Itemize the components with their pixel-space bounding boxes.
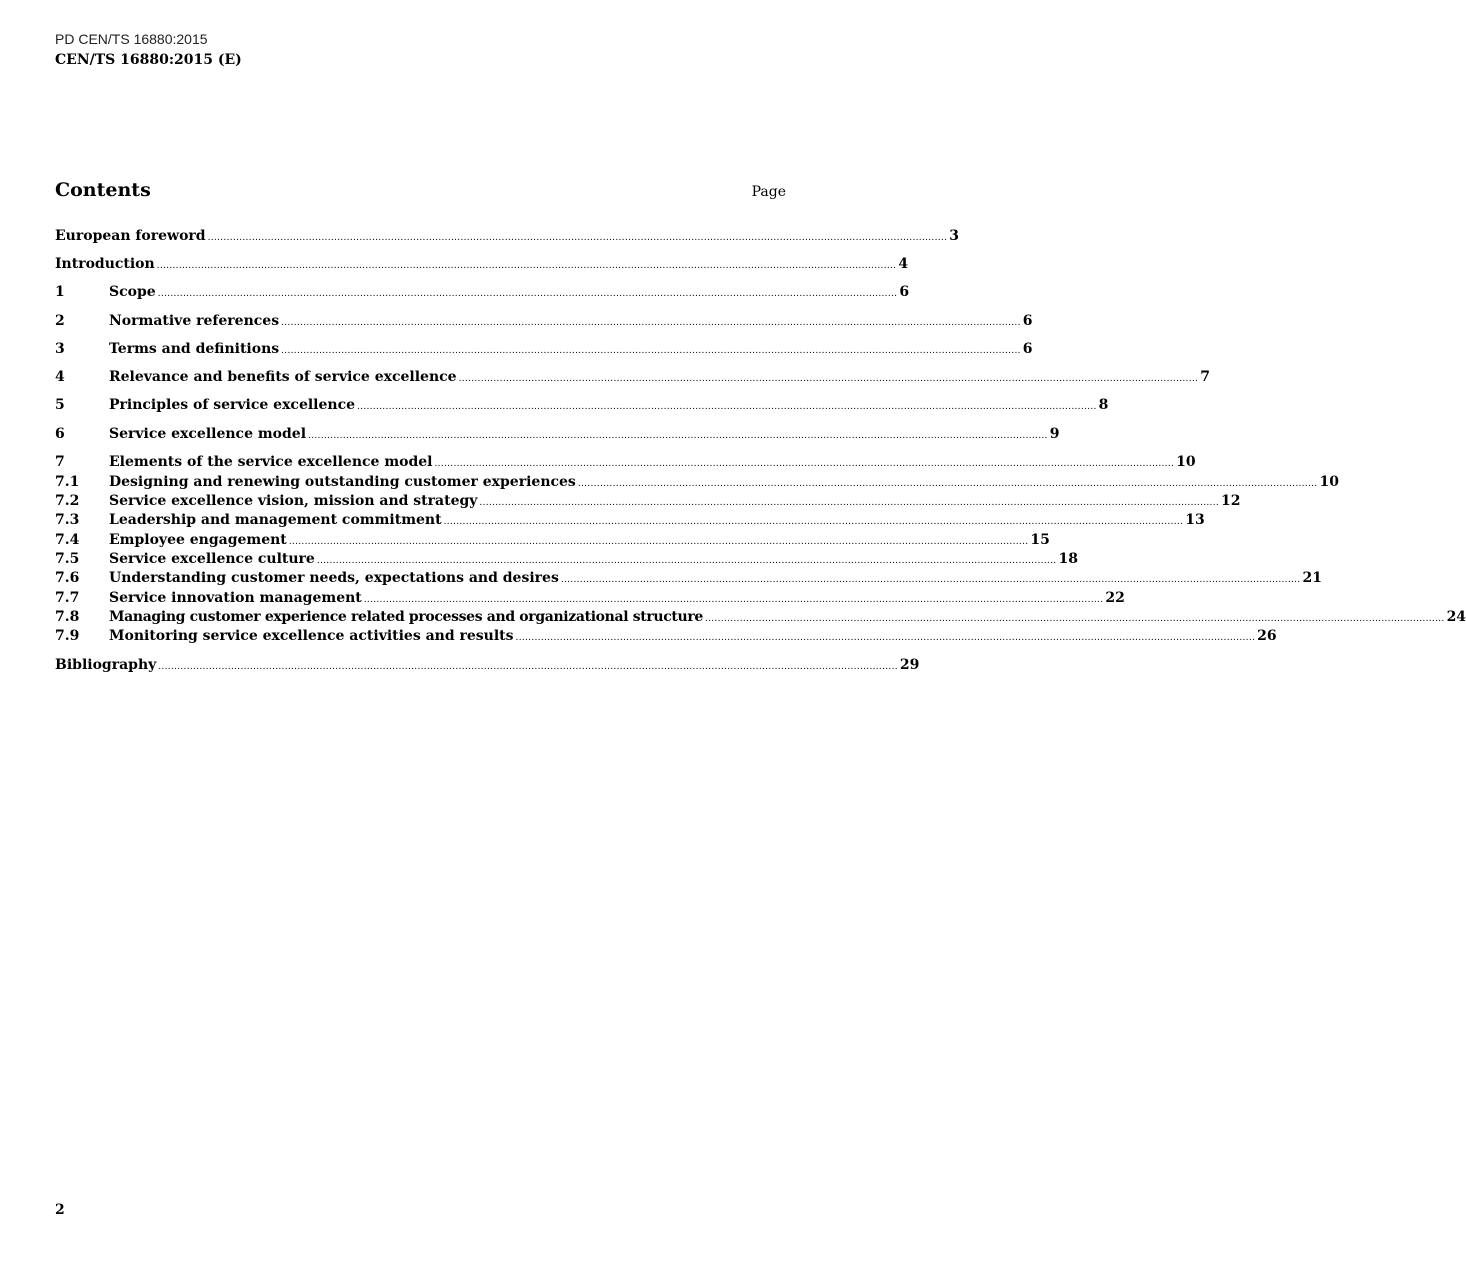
toc-entry-title: Service excellence model bbox=[109, 426, 307, 442]
document-header-standard: CEN/TS 16880:2015 (E) bbox=[55, 52, 242, 68]
toc-entry-number: 7.4 bbox=[55, 532, 80, 548]
toc-entry-number: 7.2 bbox=[55, 493, 80, 509]
toc-entry-number: 7 bbox=[55, 454, 65, 470]
toc-leader-dots: .......................................................................................................................................................................................................................................... bbox=[357, 402, 1097, 412]
toc-entry-7-5[interactable] bbox=[55, 549, 1078, 569]
toc-entry-title: Managing customer experience related processes and organizational structure bbox=[109, 609, 703, 625]
toc-entry-page: 24 bbox=[1446, 609, 1466, 625]
toc-entry-2[interactable] bbox=[55, 311, 1033, 331]
toc-entry-title: Bibliography bbox=[55, 657, 157, 673]
toc-entry-page: 10 bbox=[1176, 454, 1196, 470]
toc-leader-dots: .......................................................................................................................................................................................................................................... bbox=[288, 537, 1029, 547]
toc-leader-dots: .......................................................................................................................................................................................................................................... bbox=[458, 374, 1199, 384]
toc-leader-dots: .......................................................................................................................................................................................................................................... bbox=[157, 289, 898, 299]
toc-entry-page: 3 bbox=[949, 228, 959, 244]
toc-leader-dots: .......................................................................................................................................................................................................................................... bbox=[434, 459, 1175, 469]
toc-leader-dots: .......................................................................................................................................................................................................................................... bbox=[560, 575, 1301, 585]
toc-entry-number: 7.8 bbox=[55, 609, 80, 625]
toc-entry-title: European foreword bbox=[55, 228, 206, 244]
toc-entry-title: Scope bbox=[109, 284, 156, 300]
toc-entry-page: 18 bbox=[1058, 551, 1078, 567]
toc-entry-number: 6 bbox=[55, 426, 65, 442]
toc-entry-number: 7.9 bbox=[55, 628, 80, 644]
toc-entry-number: 1 bbox=[55, 284, 65, 300]
toc-entry-title: Understanding customer needs, expectations and desires bbox=[109, 570, 559, 586]
toc-entry-number: 7.1 bbox=[55, 474, 80, 490]
contents-heading: Contents bbox=[55, 179, 151, 201]
toc-entry-7[interactable] bbox=[55, 452, 1196, 472]
toc-entry-number: 7.5 bbox=[55, 551, 80, 567]
toc-leader-dots: .......................................................................................................................................................................................................................................... bbox=[156, 261, 897, 271]
toc-entry-title: Designing and renewing outstanding customer experiences bbox=[109, 474, 576, 490]
toc-entry-title: Terms and definitions bbox=[109, 341, 280, 357]
toc-entry-7-4[interactable] bbox=[55, 530, 1050, 550]
toc-entry-title: Introduction bbox=[55, 256, 155, 272]
toc-entry-title: Normative references bbox=[109, 313, 280, 329]
toc-leader-dots: .......................................................................................................................................................................................................................................... bbox=[704, 614, 1445, 624]
toc-entry-1[interactable] bbox=[55, 282, 910, 302]
toc-entry-7-6[interactable] bbox=[55, 568, 1322, 588]
toc-entry-7-8[interactable] bbox=[55, 607, 1466, 627]
toc-entry-page: 4 bbox=[898, 256, 909, 272]
toc-entry-3[interactable] bbox=[55, 339, 1033, 359]
toc-leader-dots: .......................................................................................................................................................................................................................................... bbox=[479, 498, 1220, 508]
toc-entry-title: Elements of the service excellence model bbox=[109, 454, 433, 470]
toc-entry-title: Leadership and management commitment bbox=[109, 512, 442, 528]
toc-entry-title: Employee engagement bbox=[109, 532, 287, 548]
toc-entry-4[interactable] bbox=[55, 367, 1210, 387]
toc-leader-dots: .......................................................................................................................................................................................................................................... bbox=[577, 479, 1318, 489]
toc-entry-title: Service excellence culture bbox=[109, 551, 315, 567]
toc-entry-page: 6 bbox=[899, 284, 910, 300]
toc-entry-number: 2 bbox=[55, 313, 65, 329]
toc-entry-foreword[interactable] bbox=[55, 226, 959, 246]
toc-entry-page: 29 bbox=[899, 657, 920, 673]
toc-leader-dots: .......................................................................................................................................................................................................................................... bbox=[308, 431, 1048, 441]
toc-entry-number: 7.6 bbox=[55, 570, 80, 586]
toc-entry-number: 7.7 bbox=[55, 590, 80, 606]
toc-entry-page: 12 bbox=[1221, 493, 1241, 509]
toc-entry-page: 21 bbox=[1302, 570, 1322, 586]
toc-leader-dots: .......................................................................................................................................................................................................................................... bbox=[443, 517, 1184, 527]
toc-entry-number: 7.3 bbox=[55, 512, 80, 528]
toc-entry-page: 8 bbox=[1098, 397, 1109, 413]
toc-entry-title: Relevance and benefits of service excellence bbox=[109, 369, 457, 385]
toc-entry-title: Principles of service excellence bbox=[109, 397, 356, 413]
page-number: 2 bbox=[55, 1202, 65, 1218]
toc-leader-dots: .......................................................................................................................................................................................................................................... bbox=[158, 662, 898, 672]
toc-entry-page: 7 bbox=[1200, 369, 1210, 385]
toc-entry-5[interactable] bbox=[55, 395, 1109, 415]
toc-entry-page: 26 bbox=[1257, 628, 1277, 644]
toc-leader-dots: .......................................................................................................................................................................................................................................... bbox=[316, 556, 1057, 566]
toc-entry-6[interactable] bbox=[55, 424, 1060, 444]
toc-entry-page: 6 bbox=[1022, 313, 1033, 329]
toc-entry-7-7[interactable] bbox=[55, 588, 1125, 608]
toc-entry-page: 15 bbox=[1030, 532, 1050, 548]
toc-entry-number: 3 bbox=[55, 341, 65, 357]
toc-entry-number: 4 bbox=[55, 369, 65, 385]
toc-entry-page: 13 bbox=[1185, 512, 1205, 528]
toc-leader-dots: .......................................................................................................................................................................................................................................... bbox=[515, 633, 1256, 643]
toc-entry-7-1[interactable] bbox=[55, 472, 1339, 492]
toc-leader-dots: .......................................................................................................................................................................................................................................... bbox=[207, 233, 948, 243]
toc-entry-title: Service excellence vision, mission and strategy bbox=[109, 493, 478, 509]
toc-entry-page: 10 bbox=[1319, 474, 1339, 490]
toc-entry-page: 22 bbox=[1105, 590, 1125, 606]
toc-entry-7-9[interactable] bbox=[55, 626, 1277, 646]
toc-entry-number: 5 bbox=[55, 397, 65, 413]
toc-entry-introduction[interactable] bbox=[55, 254, 909, 274]
page-column-label: Page bbox=[751, 184, 786, 200]
toc-entry-bibliography[interactable] bbox=[55, 655, 920, 675]
document-header-id: PD CEN/TS 16880:2015 bbox=[55, 31, 208, 47]
toc-entry-page: 6 bbox=[1022, 341, 1033, 357]
toc-entry-title: Service innovation management bbox=[109, 590, 362, 606]
toc-leader-dots: .......................................................................................................................................................................................................................................... bbox=[281, 318, 1021, 328]
toc-entry-7-3[interactable] bbox=[55, 510, 1205, 530]
toc-entry-page: 9 bbox=[1049, 426, 1060, 442]
toc-entry-title: Monitoring service excellence activities and results bbox=[109, 628, 514, 644]
toc-leader-dots: .......................................................................................................................................................................................................................................... bbox=[281, 346, 1021, 356]
toc-leader-dots: .......................................................................................................................................................................................................................................... bbox=[363, 595, 1104, 605]
toc-entry-7-2[interactable] bbox=[55, 491, 1241, 511]
